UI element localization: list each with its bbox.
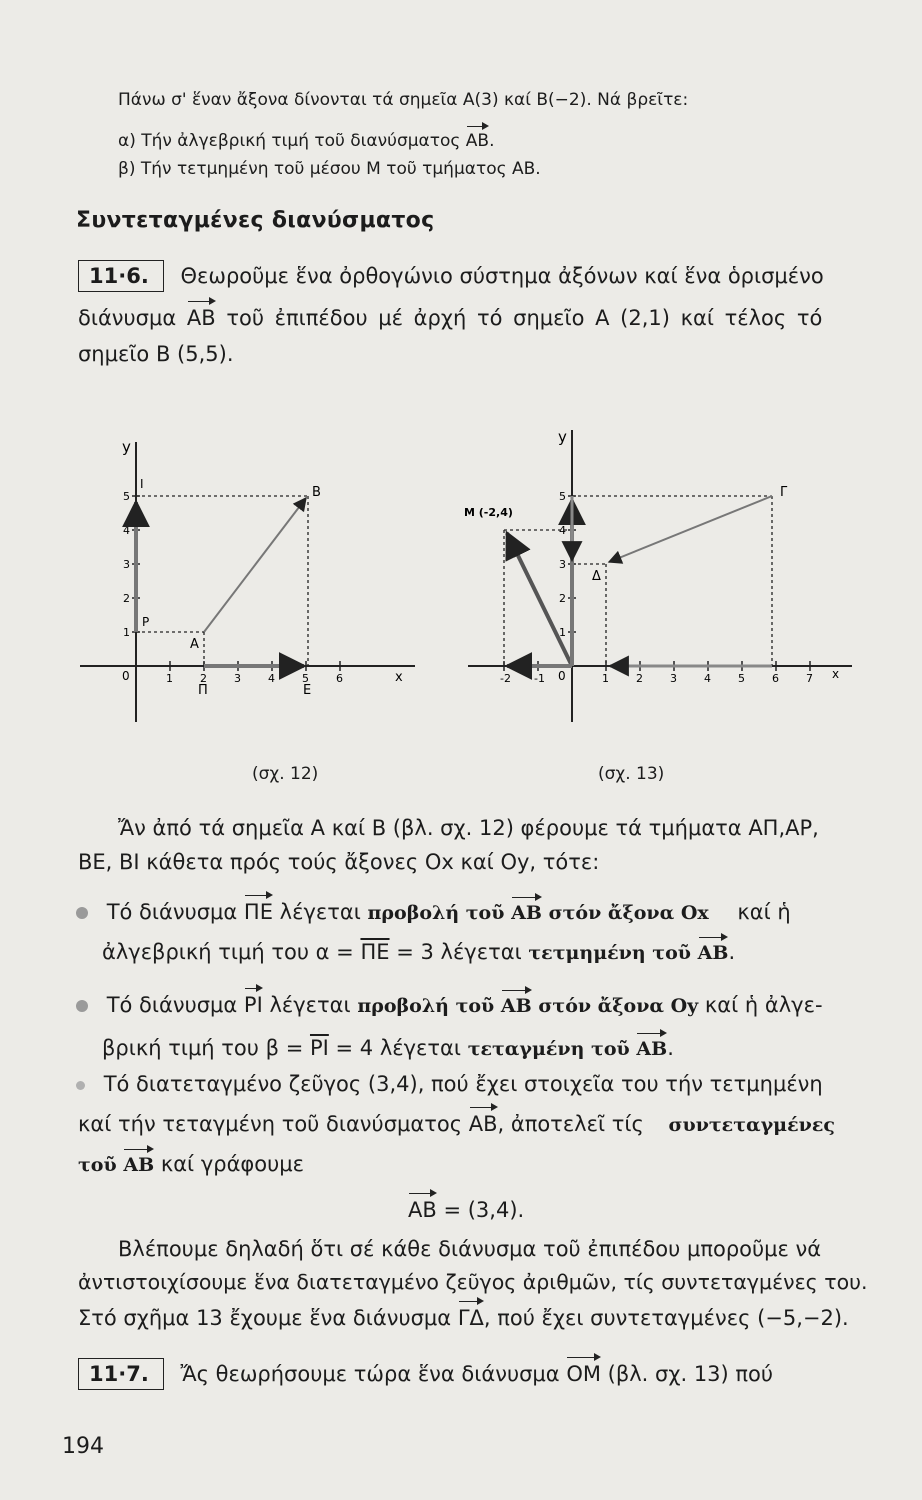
y-axis-label: y <box>558 428 567 446</box>
point-e-label: E <box>303 683 312 698</box>
paragraph2-line3: Στό σχῆμα 13 ἔχουμε ἕνα διάνυσμα ΓΔ, πού ἔχει συντεταγμένες (−5,−2). <box>78 1306 849 1330</box>
vector-ab: AB <box>468 1112 498 1136</box>
section-11-7: 11·7. Ἄς θεωρήσουμε τώρα ἕνα διάνυσμα OM (βλ. σχ. 13) πού <box>78 1358 773 1390</box>
paragraph-line2: ΒΕ, ΒΙ κάθετα πρός τούς ἄξονες Οx καί Οy, τότε: <box>78 850 600 874</box>
figure-13 <box>460 420 860 730</box>
vector-ab: AB <box>408 1198 437 1222</box>
point-a-label: A <box>190 637 199 652</box>
vector-ab: AB <box>123 1154 155 1176</box>
figure-13-caption: (σχ. 13) <box>598 764 665 784</box>
x-tick-label: 4 <box>704 672 711 685</box>
bullet-dot <box>76 907 88 919</box>
y-tick-label: 4 <box>559 524 566 537</box>
section-number-11-7: 11·7. <box>78 1358 164 1390</box>
vector-pe: ΠΕ <box>243 900 273 924</box>
bullet-dot <box>76 1081 85 1090</box>
point-pi-label: Π <box>198 683 208 698</box>
point-g-label: Γ <box>780 485 788 500</box>
point-b-label: B <box>312 485 321 500</box>
vector-ab: AB <box>511 902 542 924</box>
bullet-2-line1: Τό διάνυσμα PI λέγεται προβολή τοῦ AB στόν ἄξονα Oy καί ἡ ἀλγε- <box>76 993 823 1017</box>
y-tick-label: 5 <box>123 490 130 503</box>
x-tick-label: 3 <box>234 672 241 685</box>
bullet-3-line3: τοῦ AB καί γράφουμε <box>78 1152 304 1176</box>
figure-12-caption: (σχ. 12) <box>252 764 319 784</box>
vector-pi: PI <box>243 993 263 1017</box>
figure-12 <box>70 430 430 730</box>
point-i-label: I <box>140 477 144 491</box>
vector-ab: AB <box>636 1038 668 1060</box>
section-number-11-6: 11·6. <box>78 260 164 292</box>
vector-ab: AB <box>186 306 216 330</box>
paragraph-line1: Ἄν ἀπό τά σημεῖα Α καί Β (βλ. σχ. 12) φέρουμε τά τμήματα ΑΠ,ΑΡ, <box>118 816 819 840</box>
x-axis-label: x <box>832 667 840 681</box>
exercise-intro: Πάνω σ' ἕναν ἄξονα δίνονται τά σημεῖα Α(3) καί Β(−2). Νά βρεῖτε: <box>118 90 689 110</box>
x-tick-label: 5 <box>302 672 309 685</box>
point-p-label: P <box>142 615 150 629</box>
exercise-item-a: α) Τήν ἀλγεβρική τιμή τοῦ διανύσματος AB. <box>118 131 495 151</box>
vector-gd-arrow <box>609 496 772 562</box>
axis-ticks <box>500 490 813 685</box>
x-tick-label: 5 <box>738 672 745 685</box>
exercise-item-b: β) Τήν τετμημένη τοῦ μέσου Μ τοῦ τμήματος ΑΒ. <box>118 159 541 179</box>
x-tick-label: 1 <box>602 672 609 685</box>
y-tick-label: 1 <box>559 626 566 639</box>
bullet-3-line2: καί τήν τεταγμένη τοῦ διανύσματος AB, ἀποτελεῖ τίς συντεταγμένες <box>78 1112 835 1136</box>
axis-ticks <box>123 490 343 685</box>
bullet-1-line2: ἀλγεβρική τιμή του $\alpha = \overline{\Pi E} = 3$ λέγεται τετμημένη τοῦ AB. <box>102 940 736 964</box>
vector-ab: AB <box>500 995 532 1017</box>
x-tick-label: 6 <box>336 672 343 685</box>
x-tick-label: 1 <box>166 672 173 685</box>
x-tick-label: 6 <box>772 672 779 685</box>
paragraph2-line2: ἀντιστοιχίσουμε ἕνα διατεταγμένο ζεῦγος ἀριθμῶν, τίς συντεταγμένες του. <box>78 1270 868 1294</box>
section-11-6-line1: 11·6. Θεωροῦμε ἕνα ὀρθογώνιο σύστημα ἀξόνων καί ἕνα ὁρισμένο <box>78 260 824 292</box>
x-tick-label: 3 <box>670 672 677 685</box>
origin-label: 0 <box>558 669 566 683</box>
vector-ab: AB <box>697 942 729 964</box>
section-11-6-line2: διάνυσμα AB τοῦ ἐπιπέδου μέ ἀρχή τό σημεῖο Α (2,1) καί τέλος τό <box>78 306 823 330</box>
y-tick-label: 2 <box>559 592 566 605</box>
x-tick-label: -2 <box>500 672 511 685</box>
y-axis-label: y <box>122 438 131 456</box>
paragraph2-line1: Βλέπουμε δηλαδή ὅτι σέ κάθε διάνυσμα τοῦ ἐπιπέδου μποροῦμε νά <box>118 1237 822 1261</box>
point-d-label: Δ <box>592 569 601 584</box>
page-number: 194 <box>62 1434 104 1459</box>
x-tick-label: -1 <box>534 672 545 685</box>
bullet-1-line1: Τό διάνυσμα ΠΕ λέγεται προβολή τοῦ AB στόν ἄξονα Ox καί ἡ <box>76 900 791 924</box>
x-tick-label: 7 <box>806 672 813 685</box>
section-heading: Συντεταγμένες διανύσματος <box>76 208 435 233</box>
point-m-label: M (-2,4) <box>464 506 513 519</box>
x-axis-label: x <box>395 670 403 685</box>
vector-om: OM <box>566 1362 601 1386</box>
x-tick-label: 2 <box>636 672 643 685</box>
y-tick-label: 3 <box>123 558 130 571</box>
y-tick-label: 2 <box>123 592 130 605</box>
y-tick-label: 3 <box>559 558 566 571</box>
vector-gd: ΓΔ <box>457 1306 484 1330</box>
vector-ab: AB <box>465 131 490 151</box>
y-tick-label: 4 <box>123 524 130 537</box>
origin-label: 0 <box>122 669 130 683</box>
x-tick-label: 4 <box>268 672 275 685</box>
bullet-dot <box>76 1000 88 1012</box>
x-tick-label: 2 <box>200 672 207 685</box>
y-tick-label: 5 <box>559 490 566 503</box>
section-11-6-line3: σημεῖο Β (5,5). <box>78 342 234 366</box>
bullet-2-line2: βρική τιμή του $\beta = \overline{PI} = 4$ λέγεται τεταγμένη τοῦ AB. <box>102 1036 674 1060</box>
bullet-3-line1: Τό διατεταγμένο ζεῦγος (3,4), πού ἔχει στοιχεῖα του τήν τετμημένη <box>76 1072 823 1096</box>
formula-ab: AB = (3,4). <box>408 1198 525 1222</box>
vector-ab-arrow <box>204 498 306 632</box>
y-tick-label: 1 <box>123 626 130 639</box>
